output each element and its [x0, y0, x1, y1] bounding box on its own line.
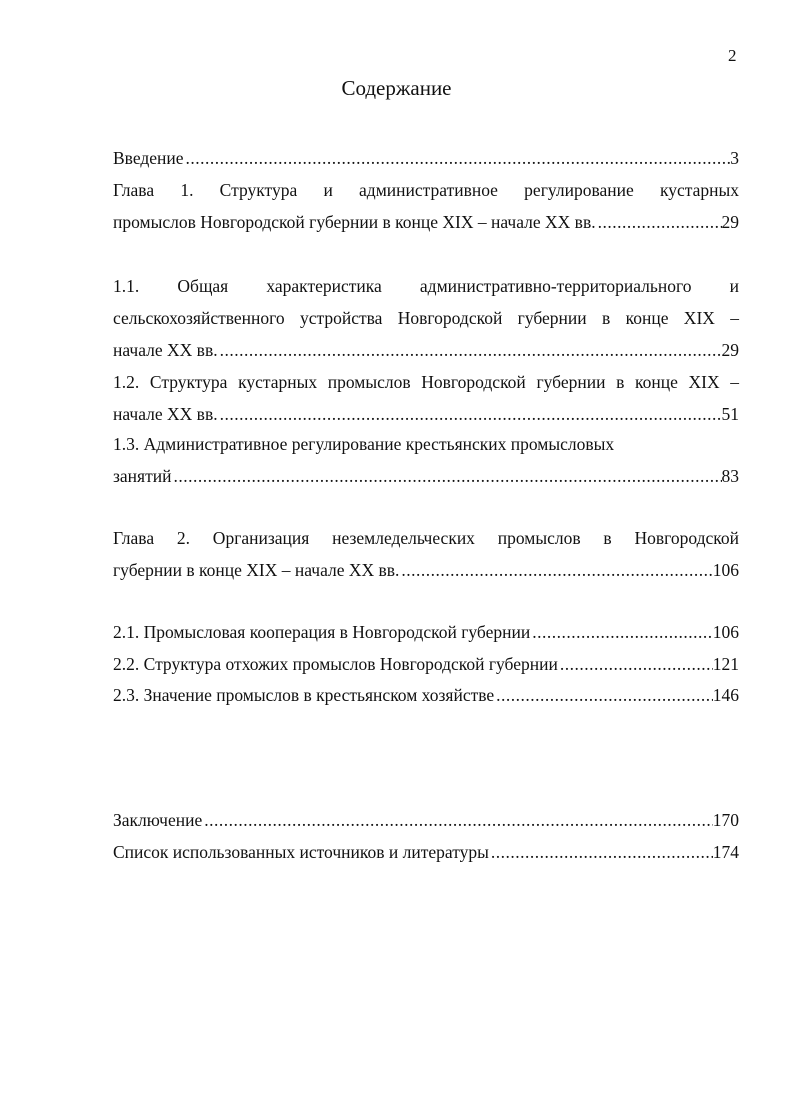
dot-leader [202, 810, 713, 831]
dot-leader [399, 560, 712, 581]
toc-page: 51 [721, 404, 739, 424]
toc-label-line: Глава 2. Организация неземледельческих промыслов в Новгородской [113, 528, 739, 548]
dot-leader [184, 148, 731, 169]
toc-label-line: 1.2. Структура кустарных промыслов Новгородской губернии в конце XIX – [113, 372, 739, 392]
toc-label-line: 1.3. Административное регулирование крестьянских промысловых [113, 434, 615, 454]
dot-leader [494, 685, 713, 706]
toc-label: Заключение [113, 810, 203, 830]
toc-label: 2.1. Промысловая кооперация в Новгородской губернии [113, 622, 531, 642]
toc-label-line: сельскохозяйственного устройства Новгородской губернии в конце XIX – [113, 308, 739, 328]
dot-leader [171, 466, 721, 487]
toc-entry-sources[interactable] [113, 842, 739, 861]
dot-leader [596, 212, 722, 233]
dot-leader [218, 404, 722, 425]
toc-label-line: промыслов Новгородской губернии в конце XIX – начале XX вв. [113, 212, 596, 232]
toc-page: 106 [712, 560, 739, 580]
toc-label: Введение [113, 148, 184, 168]
toc-label: 2.3. Значение промыслов в крестьянском хозяйстве [113, 685, 495, 705]
toc-page: 106 [712, 622, 739, 642]
page-number: 2 [728, 46, 737, 65]
page-title: Содержание [341, 76, 452, 100]
dot-leader [218, 340, 722, 361]
toc-entry-section-2-3[interactable] [113, 685, 739, 704]
toc-label-line: занятий [113, 466, 172, 486]
toc-entry-section-2-2[interactable] [113, 654, 739, 673]
toc-page: 146 [712, 685, 739, 705]
toc-label-line: Глава 1. Структура и административное регулирование кустарных [113, 180, 739, 200]
toc-page: 174 [712, 842, 739, 862]
toc-page: 29 [721, 340, 739, 360]
toc-page: 29 [721, 212, 739, 232]
toc-entry-conclusion[interactable] [113, 810, 739, 829]
toc-page: 3 [730, 148, 739, 168]
toc-label-line: начале XX вв. [113, 340, 218, 360]
dot-leader [558, 654, 713, 675]
toc-label-line: 1.1. Общая характеристика административно-территориального и [113, 276, 739, 296]
dot-leader [530, 622, 713, 643]
toc-page: 83 [721, 466, 739, 486]
toc-page: 121 [712, 654, 739, 674]
toc-page: 170 [712, 810, 739, 830]
toc-entry-intro[interactable] [113, 148, 739, 167]
dot-leader [489, 842, 713, 863]
toc-label-line: губернии в конце XIX – начале XX вв. [113, 560, 400, 580]
toc-label: Список использованных источников и литературы [113, 842, 489, 862]
toc-entry-section-2-1[interactable] [113, 622, 739, 641]
toc-label-line: начале XX вв. [113, 404, 218, 424]
toc-label: 2.2. Структура отхожих промыслов Новгородской губернии [113, 654, 558, 674]
